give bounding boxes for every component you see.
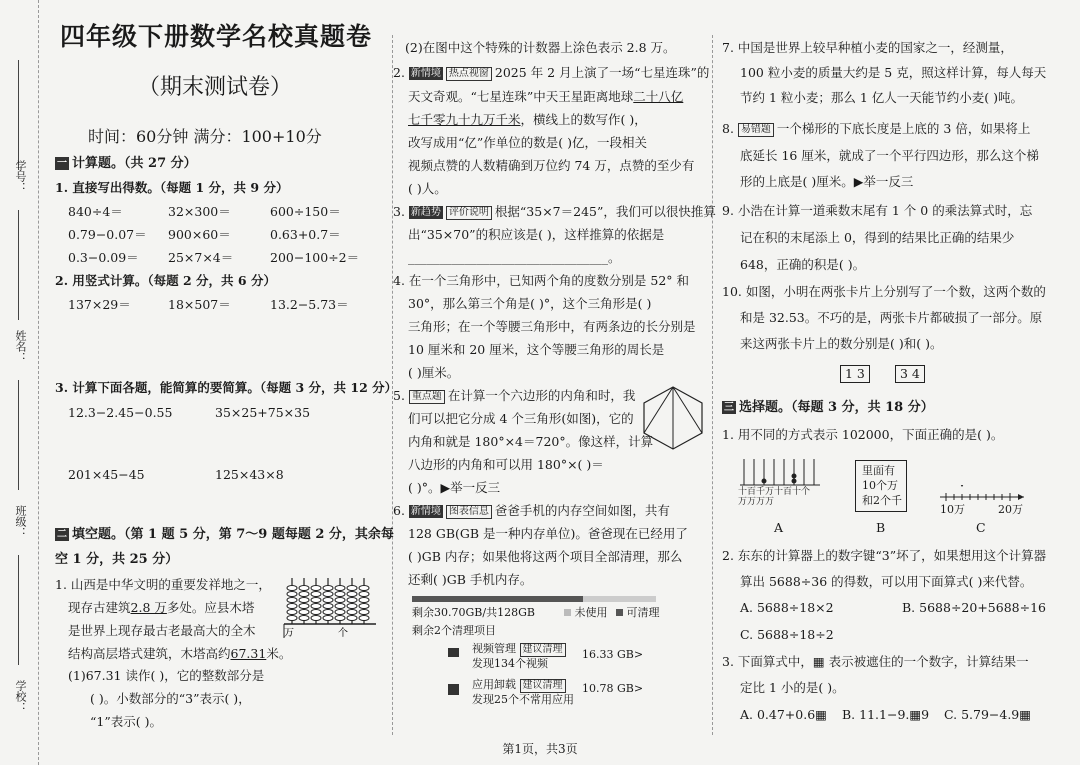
choice-2-option-c[interactable]: C. 5688÷18÷2 <box>740 627 834 642</box>
storage-bar <box>412 596 656 602</box>
clean-item-name: 应用卸载 建议清理 <box>472 677 566 693</box>
fill-1-line-b: 现存古建筑2.8 万多处。应县木塔 <box>68 600 255 615</box>
fill-6-line-d: 还剩( )GB 手机内存。 <box>408 572 533 587</box>
section-title: 选择题。（每题 3 分，共 18 分） <box>739 400 934 415</box>
section-heading-1 <box>55 156 197 172</box>
fill-2-line-a: 2. 新情境 热点视窗 2025 年 2 月上演了一场“七星连珠”的 <box>393 65 710 80</box>
fill-8-line-b: 底延长 16 厘米，就成了一个平行四边形，那么这个梯 <box>740 148 1039 163</box>
choice-3-option-b[interactable]: B. 11.1−9.▦9 <box>842 707 930 722</box>
fill-7-line-c: 节约 1 粒小麦；那么 1 亿人一天能节约小麦( )吨。 <box>740 90 1024 105</box>
vertical-calc-item: 18×507＝ <box>168 297 231 312</box>
option-a-label: 十百千万十百十个 <box>738 487 811 497</box>
storage-bar-used <box>412 596 583 602</box>
page-footer: 第1页，共3页 <box>502 742 578 756</box>
fill-8-line-a: 8. 易错题 一个梯形的下底长度是上底的 3 倍，如果将上 <box>722 121 1031 136</box>
section-title: 计算题。（共 27 分） <box>72 156 197 171</box>
choice-2-line-b: 算出 5688÷36 的得数，可以用下面算式( )来代替。 <box>740 574 1033 589</box>
fill-6-line-c: ( )GB 内存；如果他将这两个项目全部清理，那么 <box>408 549 683 564</box>
choice-3-line-b: 定比 1 小的是( )。 <box>740 680 845 695</box>
fill-4-line-a: 4. 在一个三角形中，已知两个角的度数分别是 52° 和 <box>393 273 690 288</box>
clean-item-desc: 发现134个视频 <box>472 657 548 670</box>
choice-3-option-a[interactable]: A. 0.47+0.6▦ <box>740 707 827 722</box>
fill-1-line-e: (1)67.31 读作( )，它的整数部分是 <box>68 668 265 683</box>
page-subtitle: （期末测试卷） <box>138 75 293 100</box>
vertical-calc-item: 137×29＝ <box>68 297 131 312</box>
simplify-item: 12.3−2.45−0.55 <box>68 405 173 420</box>
option-c-left-label: 10万 <box>940 503 965 516</box>
sidebar-student-no: 学号： <box>14 160 27 193</box>
fill-5-line-d: 八边形的内角和可以用 180°×( )＝ <box>408 457 604 472</box>
option-c-numberline <box>938 485 1028 503</box>
calc-item: 840÷4＝ <box>68 204 123 219</box>
sidebar-name: 姓名： <box>14 330 27 363</box>
fill-9-line-c: 648，正确的积是( )。 <box>740 257 866 272</box>
legend-clean: 可清理 <box>616 605 660 621</box>
calc-item: 32×300＝ <box>168 204 231 219</box>
simplify-item: 201×45−45 <box>68 467 145 482</box>
legend-unused: 未使用 <box>564 605 608 621</box>
binding-line <box>38 0 39 765</box>
section-number: 一 <box>57 158 67 169</box>
option-a-sublabel: 万万万万 <box>738 497 775 507</box>
option-b-figure: 里面有 10个万 和2个千 <box>855 460 907 512</box>
question-3: 3. 计算下面各题，能简算的要简算。（每题 3 分，共 12 分） <box>55 380 398 395</box>
clean-count: 剩余2个清理项目 <box>412 624 496 637</box>
clean-item-size[interactable]: 16.33 GB> <box>582 648 644 661</box>
calc-item: 0.63+0.7＝ <box>270 227 341 242</box>
fill-1-part-2: (2)在图中这个特殊的计数器上涂色表示 2.8 万。 <box>405 40 676 55</box>
calc-item: 0.79−0.07＝ <box>68 227 147 242</box>
option-a-figure <box>738 455 822 511</box>
section-heading-3 <box>722 400 934 416</box>
fill-5-line-a: 5. 重点题 在计算一个六边形的内角和时，我 <box>393 388 636 403</box>
fill-3-line-b: 出“35×70”的积应该是( )，这样推算的依据是 <box>408 227 665 242</box>
choice-3-option-c[interactable]: C. 5.79−4.9▦ <box>944 707 1032 722</box>
fill-1-line-a: 1. 山西是中华文明的重要发祥地之一， <box>55 577 271 592</box>
fill-9-line-a: 9. 小浩在计算一道乘数末尾有 1 个 0 的乘法算式时，忘 <box>722 203 1033 218</box>
option-a[interactable]: A <box>774 520 784 535</box>
question-1: 1. 直接写出得数。（每题 1 分，共 9 分） <box>55 180 289 195</box>
choice-1: 1. 用不同的方式表示 102000，下面正确的是( )。 <box>722 427 1004 442</box>
choice-2-line-a: 2. 东东的计算器上的数字键“3”坏了，如果想用这个计算器 <box>722 548 1047 563</box>
sidebar-line <box>18 60 19 170</box>
vertical-calc-item: 13.2−5.73＝ <box>270 297 349 312</box>
fill-10-line-b: 和是 32.53。不巧的是，两张卡片都破损了一部分。原 <box>740 310 1043 325</box>
fill-6-line-a: 6. 新情境 图表信息 爸爸手机的内存空间如图，共有 <box>393 503 670 518</box>
choice-3-line-a: 3. 下面算式中，▦ 表示被遮住的一个数字，计算结果一 <box>722 654 1029 669</box>
option-c-right-label: 20万 <box>998 503 1023 516</box>
fill-8-line-c: 形的上底是( )厘米。▶举一反三 <box>740 174 914 189</box>
abacus-label-wan: 万 <box>284 628 294 639</box>
section-number: 三 <box>724 402 734 413</box>
fill-2-line-e: 视频点赞的人数精确到万位约 74 万，点赞的至少有 <box>408 158 695 173</box>
fill-10-line-a: 10. 如图，小明在两张卡片上分别写了一个数，这两个数的 <box>722 284 1046 299</box>
fill-4-line-e: ( )厘米。 <box>408 365 460 380</box>
clean-item-desc: 发现25个不常用应用 <box>472 693 574 706</box>
sidebar-line <box>18 555 19 665</box>
fill-5-line-c: 内角和就是 180°×4＝720°。像这样，计算 <box>408 434 654 449</box>
column-divider <box>712 35 713 735</box>
time-info: 时间：60分钟 满分：100+10分 <box>88 127 322 146</box>
fill-3-line-c: ________________________________。 <box>408 250 621 265</box>
clean-item-name: 视频管理 建议清理 <box>472 641 566 657</box>
section-heading-2 <box>55 527 394 543</box>
app-icon <box>448 684 459 695</box>
option-b[interactable]: B <box>876 520 886 535</box>
calc-item: 200−100÷2＝ <box>270 250 360 265</box>
video-icon <box>448 648 459 657</box>
sidebar-line <box>18 380 19 490</box>
question-2: 2. 用竖式计算。（每题 2 分，共 6 分） <box>55 273 276 288</box>
calc-item: 900×60＝ <box>168 227 231 242</box>
calc-item: 600÷150＝ <box>270 204 341 219</box>
simplify-item: 125×43×8 <box>215 467 284 482</box>
calc-item: 25×7×4＝ <box>168 250 234 265</box>
abacus-figure <box>280 572 380 640</box>
sidebar-school: 学校： <box>14 680 27 713</box>
fill-2-line-c: 七千零九十九万千米，横线上的数写作( )， <box>408 112 647 127</box>
section-number: 二 <box>57 529 67 540</box>
hexagon-figure <box>640 383 706 451</box>
calc-item: 0.3−0.09＝ <box>68 250 139 265</box>
simplify-item: 35×25+75×35 <box>215 405 311 420</box>
fill-2-line-b: 天文奇观。“七星连珠”中天王星距离地球二十八亿 <box>408 89 684 104</box>
option-c[interactable]: C <box>976 520 986 535</box>
fill-1-line-f: ( )。小数部分的“3”表示( )， <box>90 691 251 706</box>
storage-summary: 剩余30.70GB/共128GB <box>412 606 535 619</box>
sidebar-class: 班级： <box>14 505 27 538</box>
fill-1-line-g: “1”表示( )。 <box>90 714 162 729</box>
section-title-cont: 空 1 分，共 25 分） <box>55 552 179 567</box>
fill-1-line-d: 结构高层塔式建筑，木塔高约67.31米。 <box>68 646 292 661</box>
fill-6-line-b: 128 GB(GB 是一种内存单位)。爸爸现在已经用了 <box>408 526 688 541</box>
abacus-label-ge: 个 <box>338 628 348 639</box>
fill-2-line-f: ( )人。 <box>408 181 447 196</box>
fill-5-line-e: ( )°。▶举一反三 <box>408 480 501 495</box>
choice-2-option-a[interactable]: A. 5688÷18×2 <box>740 600 834 615</box>
fill-1-line-c: 是世界上现存最古老最高大的全木 <box>68 623 256 638</box>
fill-3-line-a: 3. 新趋势 评价说明 根据“35×7＝245”，我们可以很快推算 <box>393 204 716 219</box>
fill-7-line-a: 7. 中国是世界上较早种植小麦的国家之一，经测量， <box>722 40 1013 55</box>
fill-2-line-d: 改写成用“亿”作单位的数是( )亿，一段相关 <box>408 135 648 150</box>
fill-4-line-d: 10 厘米和 20 厘米，这个等腰三角形的周长是 <box>408 342 665 357</box>
section-title: 填空题。（第 1 题 5 分，第 7～9 题每题 2 分，其余每 <box>72 527 394 542</box>
fill-5-line-b: 们可以把它分成 4 个三角形(如图)，它的 <box>408 411 634 426</box>
fill-7-line-b: 100 粒小麦的质量大约是 5 克，照这样计算，每人每天 <box>740 65 1047 80</box>
torn-card-1: 1 3 <box>840 365 870 383</box>
clean-item-size[interactable]: 10.78 GB> <box>582 682 644 695</box>
torn-card-2: 3 4 <box>895 365 925 383</box>
fill-10-line-c: 来这两张卡片上的数分别是( )和( )。 <box>740 336 943 351</box>
fill-4-line-c: 三角形；在一个等腰三角形中，有两条边的长分别是 <box>408 319 696 334</box>
fill-4-line-b: 30°，那么第三个角是( )°，这个三角形是( ) <box>408 296 652 311</box>
sidebar-line <box>18 210 19 320</box>
fill-9-line-b: 记在积的末尾添上 0，得到的结果比正确的结果少 <box>740 230 1015 245</box>
choice-2-option-b[interactable]: B. 5688÷20+5688÷16 <box>902 600 1046 615</box>
phone-storage-figure <box>412 596 660 706</box>
page-title: 四年级下册数学名校真题卷 <box>60 22 373 51</box>
